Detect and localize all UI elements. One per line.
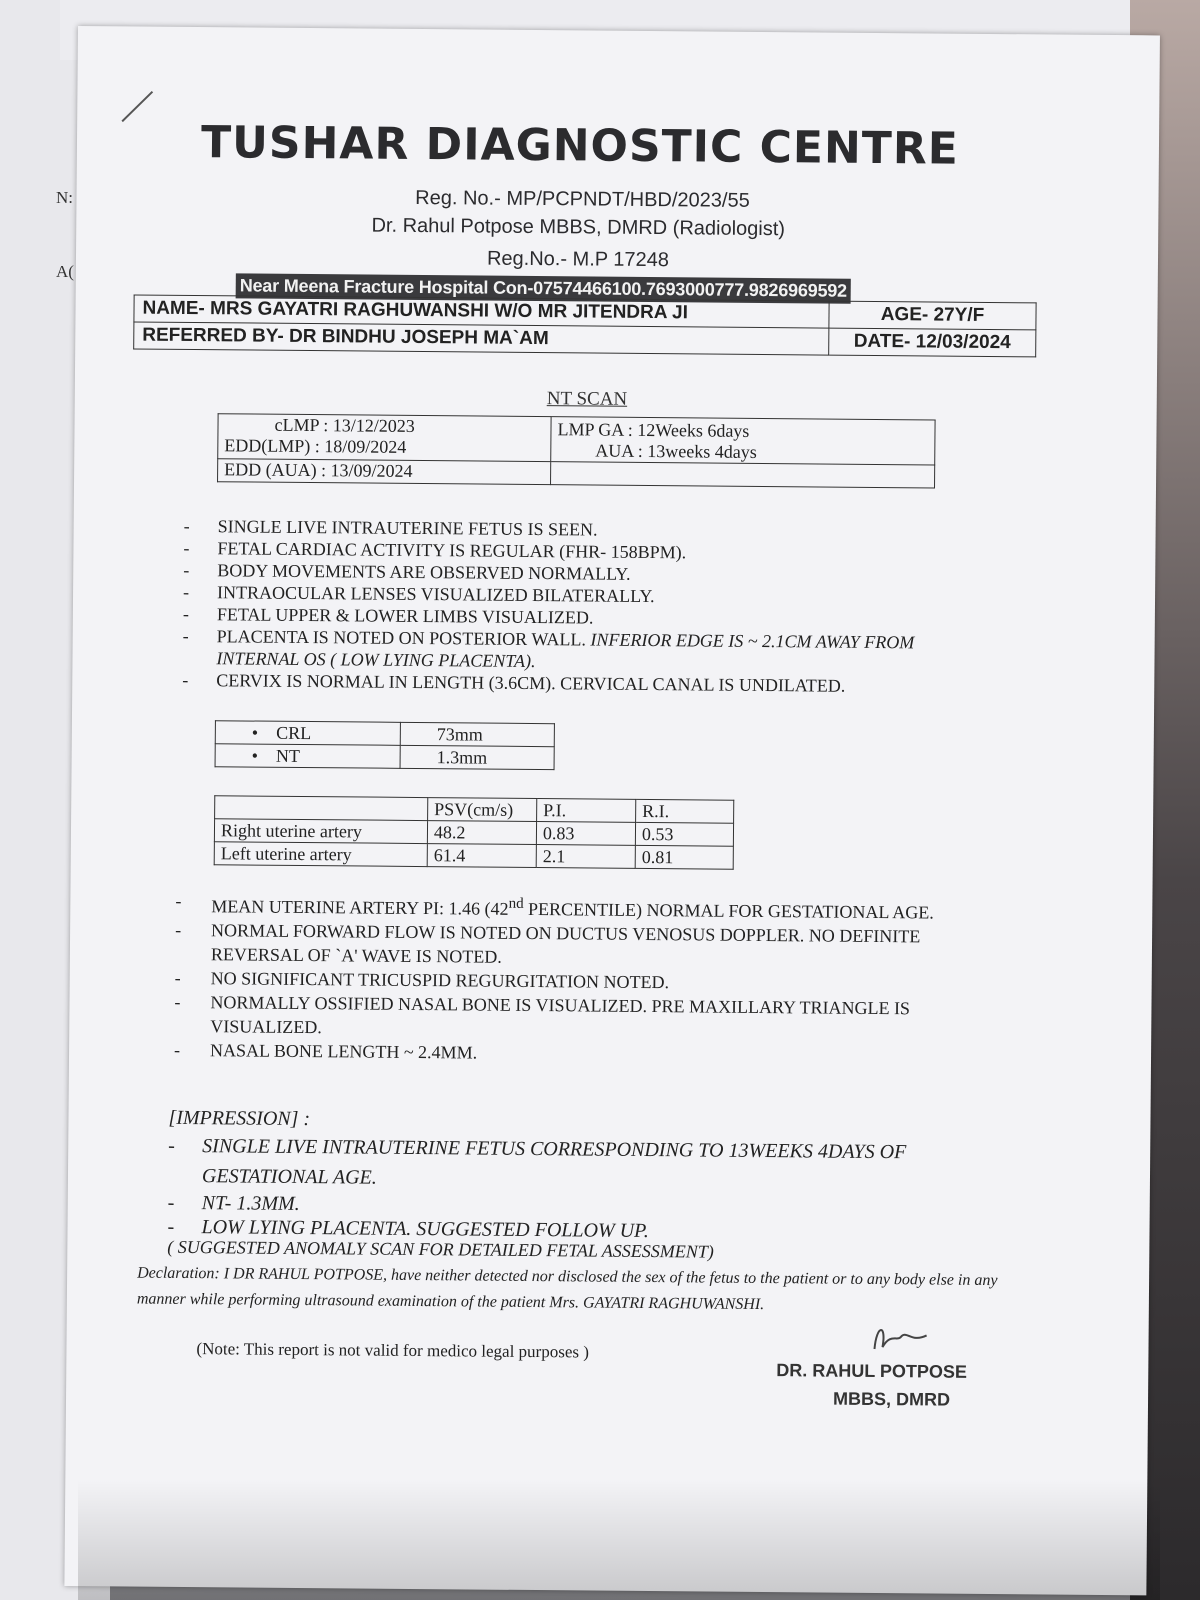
list-item: - SINGLE LIVE INTRAUTERINE FETUS CORRESPONDING TO 13WEEKS 4DAYS OF GESTATIONAL AGE. (168, 1131, 1018, 1198)
finding-text: NASAL BONE LENGTH ~ 2.4MM. (209, 1040, 478, 1063)
biometry-table (215, 720, 555, 770)
doctor-credentials: Dr. Rahul Potpose MBBS, DMRD (Radiologist) (371, 214, 786, 241)
aua-ga: AUA : 13weeks 4days (595, 440, 757, 462)
registration-number: Reg. No.- MP/PCPNDT/HBD/2023/55 (415, 186, 750, 212)
dates-right-cell (551, 417, 935, 465)
finding-text: PLACENTA IS NOTED ON POSTERIOR WALL. (216, 626, 591, 650)
biometry-label: CRL (276, 722, 312, 743)
pi-value: 2.1 (536, 845, 635, 869)
finding-text: SINGLE LIVE INTRAUTERINE FETUS IS SEEN. (217, 516, 598, 540)
signatory-name: DR. RAHUL POTPOSE (776, 1360, 968, 1382)
finding-text: NORMALLY OSSIFIED NASAL BONE IS VISUALIZED. PRE MAXILLARY TRIANGLE IS VISUALIZED. (210, 992, 911, 1038)
list-item: - NO SIGNIFICANT TRICUSPID REGURGITATION NOTED. (174, 967, 670, 993)
findings-list (182, 515, 984, 698)
table-row (215, 721, 554, 747)
report-date: DATE- 12/03/2024 (829, 328, 1036, 357)
finding-text: BODY MOVEMENTS ARE OBSERVED NORMALLY. (217, 560, 631, 584)
referred-by: REFERRED BY- DR BINDHU JOSEPH MA`AM (134, 322, 829, 355)
doppler-table (214, 795, 735, 870)
pi-value: 0.83 (536, 822, 635, 846)
dates-left-cell (218, 414, 551, 462)
biometry-label: NT (275, 745, 301, 766)
edd-lmp: EDD(LMP) : 18/09/2024 (224, 435, 407, 457)
finding-text: MEAN UTERINE ARTERY PI: 1.46 (42 (211, 896, 509, 919)
list-item: - INTRAOCULAR LENSES VISUALIZED BILATERALLY. (182, 581, 655, 607)
finding-text: NO SIGNIFICANT TRICUSPID REGURGITATION NOTED. (210, 968, 670, 993)
signature-mark (866, 1319, 946, 1360)
margin-mark: A( (56, 262, 74, 281)
list-item: - FETAL UPPER & LOWER LIMBS VISUALIZED. (182, 603, 594, 628)
declaration: Declaration: I DR RAHUL POTPOSE, have neither detected nor disclosed the sex of the fetus to the patient or to any body else in any manner while performing ultrasound examination of the patient Mrs. GAYATRI RAGHUWANSHI. (136, 1264, 998, 1314)
photo-shadow (78, 1480, 1160, 1600)
patient-info-table (133, 294, 1036, 357)
impression-text: NT- 1.3MM. (201, 1192, 300, 1215)
finding-text: CERVIX IS NORMAL IN LENGTH (3.6CM). CERVICAL CANAL IS UNDILATED. (216, 670, 846, 696)
ri-value: 0.53 (635, 822, 733, 846)
finding-text: NORMAL FORWARD FLOW IS NOTED ON DUCTUS VENOSUS DOPPLER. NO DEFINITE REVERSAL OF `A' WAVE IS NOTED. (210, 920, 921, 967)
psv-value: 48.2 (427, 821, 536, 845)
list-item: - NORMAL FORWARD FLOW IS NOTED ON DUCTUS VENOSUS DOPPLER. NO DEFINITE REVERSAL OF `A' WAVE IS NOTED. (175, 918, 1005, 973)
clmp: cLMP : 13/12/2023 (274, 414, 415, 436)
ri-value: 0.81 (635, 845, 733, 869)
dates-empty-cell (551, 462, 935, 488)
artery-name: Left uterine artery (214, 842, 427, 867)
impression-note: ( SUGGESTED ANOMALY SCAN FOR DETAILED FETAL ASSESSMENT) (167, 1236, 714, 1262)
list-item: - NASAL BONE LENGTH ~ 2.4MM. (173, 1039, 478, 1063)
list-item: - MEAN UTERINE ARTERY PI: 1.46 (42nd PERCENTILE) NORMAL FOR GESTATIONAL AGE. (175, 890, 934, 923)
list-item: - BODY MOVEMENTS ARE OBSERVED NORMALLY. (183, 559, 631, 584)
list-item: - FETAL CARDIAC ACTIVITY IS REGULAR (FHR- 158BPM). (183, 537, 687, 563)
biometry-value: 1.3mm (400, 745, 554, 769)
impression-text: SINGLE LIVE INTRAUTERINE FETUS CORRESPONDING TO 13WEEKS 4DAYS OF GESTATIONAL AGE. (201, 1135, 907, 1189)
patient-name: NAME- MRS GAYATRI RAGHUWANSHI W/O MR JITENDRA JI (134, 295, 829, 328)
list-item: - SINGLE LIVE INTRAUTERINE FETUS IS SEEN. (183, 515, 598, 540)
finding-text: INTRAOCULAR LENSES VISUALIZED BILATERALLY. (216, 582, 655, 607)
list-item: - LOW LYING PLACENTA. SUGGESTED FOLLOW UP. (167, 1215, 649, 1243)
table-row (214, 842, 733, 870)
report-paper (64, 26, 1160, 1595)
doctor-registration: Reg.No.- M.P 17248 (486, 247, 670, 272)
legal-note: (Note: This report is not valid for medico legal purposes ) (196, 1339, 590, 1362)
superscript: nd (508, 895, 524, 912)
patient-age: AGE- 27Y/F (829, 301, 1036, 330)
impression-text: LOW LYING PLACENTA. SUGGESTED FOLLOW UP. (201, 1216, 649, 1243)
finding-text: PERCENTILE) NORMAL FOR GESTATIONAL AGE. (523, 898, 934, 923)
column-header: P.I. (537, 799, 636, 823)
impression-heading: [IMPRESSION] : (168, 1106, 311, 1131)
margin-mark: N: (56, 188, 73, 207)
psv-value: 61.4 (427, 844, 536, 868)
edd-aua: EDD (AUA) : 13/09/2024 (218, 459, 551, 485)
dates-table (217, 413, 936, 488)
doppler-findings-list (174, 889, 1005, 1069)
list-item: - NORMALLY OSSIFIED NASAL BONE IS VISUALIZED. PRE MAXILLARY TRIANGLE IS VISUALIZED. (174, 990, 1004, 1045)
column-header: R.I. (636, 799, 734, 823)
artery-name: Right uterine artery (214, 819, 427, 844)
column-header (215, 796, 428, 821)
signatory-degree: MBBS, DMRD (832, 1388, 951, 1410)
table-row (215, 744, 554, 770)
pen-stroke-mark (117, 86, 157, 126)
list-item: - CERVIX IS NORMAL IN LENGTH (3.6CM). CERVICAL CANAL IS UNDILATED. (182, 669, 846, 696)
scan-title: NT SCAN (546, 388, 628, 410)
finding-text: FETAL UPPER & LOWER LIMBS VISUALIZED. (216, 604, 594, 628)
finding-italic-text: INFERIOR EDGE IS ~ 2.1CM AWAY FROM INTERNAL OS ( LOW LYING PLACENTA). (216, 629, 915, 672)
centre-title: TUSHAR DIAGNOSTIC CENTRE (200, 117, 959, 175)
list-item: - NT- 1.3MM. (167, 1191, 300, 1215)
address-banner: Near Meena Fracture Hospital Con-07574466100.7693000777.9826969592 (236, 273, 851, 303)
biometry-label-cell: • CRL (215, 721, 400, 746)
lmp-ga: LMP GA : 12Weeks 6days (557, 419, 750, 441)
column-header: PSV(cm/s) (428, 798, 537, 822)
biometry-label-cell: • NT (215, 744, 400, 769)
impression-list (168, 1131, 1018, 1198)
list-item: - PLACENTA IS NOTED ON POSTERIOR WALL. INFERIOR EDGE IS ~ 2.1CM AWAY FROM INTERNAL OS ( LOW LYING PLACENTA). (182, 625, 915, 672)
finding-text: FETAL CARDIAC ACTIVITY IS REGULAR (FHR- 158BPM). (217, 538, 687, 563)
biometry-value: 73mm (400, 722, 554, 746)
